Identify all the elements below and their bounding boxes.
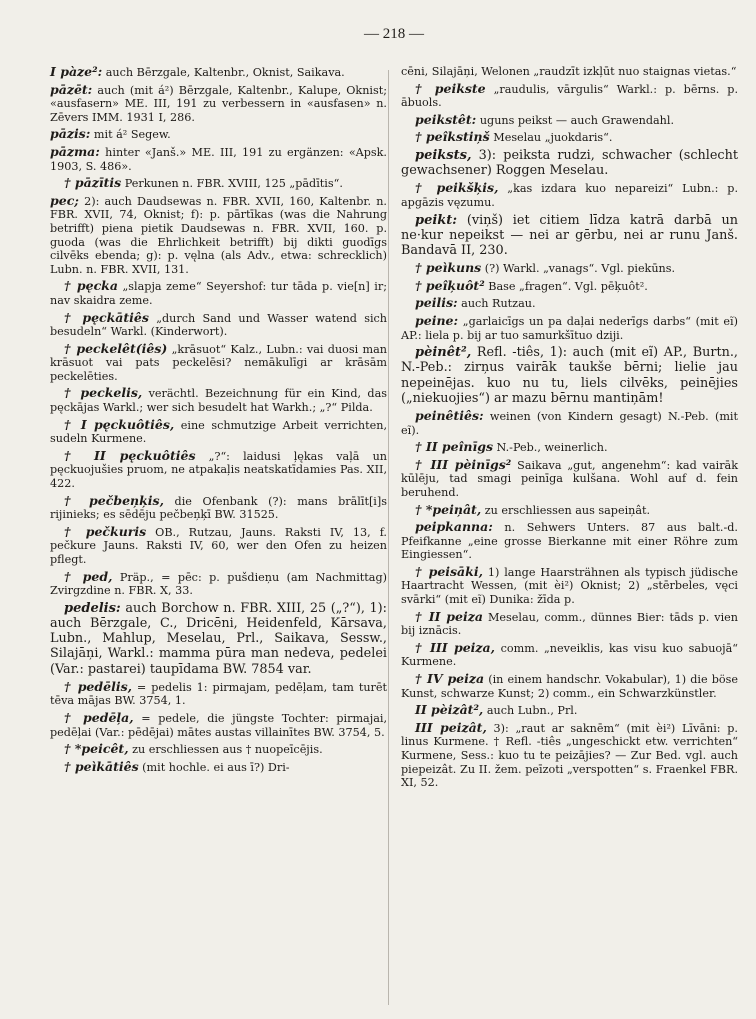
entry-text: „?“: laidusi ļękas vaļā un pęckuojušies pruom, ne atpakaļis neatskatīdamies Pas. XII, 422. [50,449,387,491]
entry-headword: † peìkātiês [64,758,139,774]
entry-headword: peiksts, [415,147,472,163]
entry-headword: † II pęckuôtiês [64,447,196,463]
entry-text: N.-Peb., weinerlich. [493,441,608,455]
entry-text: auch Rutzau. [457,297,536,311]
entry-text: auch Lubn., Prl. [483,704,578,718]
entry-headword: † pęckātiês [64,309,149,325]
entry-text: = pedele, die jüngste Tochter: pirmajai, pedēļai (Var.: pēdējai) mātes austas villainītes BW. 3754, 5. [50,711,387,739]
dictionary-entry [401,503,738,518]
entry-text: zu erschliessen aus sapeiņât. [481,503,651,517]
entry-headword: pāzis: [50,126,91,142]
entry-headword: † peikste [415,80,486,96]
dictionary-entry [50,711,387,739]
entry-text: „kas izdara kuo nepareizi“ Lubn.: p. apgāzis vęzumu. [401,182,738,209]
dictionary-entry [50,127,387,142]
entry-headword: † II peiza [415,608,483,624]
entry-text: „slapja zeme“ Seyershof: tur tāda p. vie[n] ir; nav skaidra zeme. [50,280,388,307]
entry-headword: † peckelis, [64,385,143,401]
entry-headword: † *peiņât, [415,501,482,517]
entry-headword: † *peicêt, [64,741,129,757]
entry-text: (viņš) iet citiem līdza katrā darbā un ne·kur nepeikst — nei ar gērbu, nei ar runu Janš. Bandavā II, 230. [401,212,738,258]
entry-headword: † II peînīgs [415,439,493,455]
entry-headword: II pèizât², [415,702,484,718]
entry-text: OB., Rutzau, Jauns. Raksti IV, 13, f. pečkure Jauns. Raksti IV, 60, wer den Ofen zu heizen pflegt. [50,525,387,566]
entry-text: die Ofenbank (?): mans brālīt[i]s rijinieks; es sēdēju pečbeņķī BW. 31525. [50,494,387,522]
entry-headword: † I pęckuôtiês, [64,416,175,432]
entry-text: zu erschliessen aus † nuopeīcējis. [128,743,323,757]
entry-text: auch Borchow n. FBR. XIII, 25 („?“), 1): auch Bērzgale, C., Dricēni, Heidenfeld, Kārsava, Lubn., Mahlup, Meselau, Prl., Saikava, Sessw., Silajāņi, Warkl.: mamma pūra man nedeva, pedelei (Var.: pastarei) taupīdama BW. 7854 var. [50,600,387,677]
dictionary-entry [50,570,387,598]
entry-text: verächtl. Bezeichnung für ein Kind, das pęckājas Warkl.; wer sich besudelt hat Warkh.; „?“ Pilda. [50,387,387,415]
dictionary-entry [401,703,738,718]
entry-headword: † III peiza, [415,639,495,655]
entry-text: „garlaicīgs un pa daļai nederīgs darbs“ (mit eĩ) AP.: liela p. bij ar tuo samurkšītuo dziji. [401,314,738,342]
dictionary-entry [401,314,738,342]
entry-headword: pèinêt², [415,345,472,361]
entry-text: Saikava „gut, angenehm“: kad vairāk kūlēju, tad smagi peinīga kulšana. Wohl auf d. fein beruhend. [401,458,738,499]
entry-text: eine schmutzige Arbeit verrichten, sudeln Kurmene. [50,418,387,446]
entry-headword: † peikšķis, [415,180,499,196]
entry-headword: peine: [415,312,459,328]
entry-headword: † pęcka [64,278,118,294]
entry-text: (?) Warkl. „vanags“. Vgl. piekūns. [481,262,676,276]
entry-text: „raudulis, vārgulis“ Warkl.: p. bērns. p. ābuols. [401,82,738,110]
dictionary-entry [401,345,738,406]
entry-text: uguns peikst — auch Grawendahl. [476,113,675,127]
entry-headword: † III pèinīgs² [415,456,512,472]
entry-headword: † ped, [64,568,113,584]
dictionary-entry [401,672,738,700]
dictionary-entry [50,145,387,173]
dictionary-entry [50,342,387,384]
entry-text: Meselau, comm., dünnes Bier: tāds p. vien bij iznācis. [401,610,739,638]
entry-text: mit á² Segew. [90,128,171,142]
entry-text: hinter «Janš.» ME. III, 191 zu ergänzen: «Apsk. 1903, S. 486». [50,145,387,173]
entry-text: cēni, Silajāņi, Welonen „raudzīt izkļūt nuo staignas vietas.“ [401,65,737,78]
entry-text: weinen (von Kindern gesagt) N.-Peb. (mit eĩ). [401,409,738,437]
entry-headword: III peizât, [415,719,487,735]
dictionary-entry [50,525,387,567]
entry-headword: pāzēt: [50,81,93,97]
dictionary-entry [50,83,387,125]
dictionary-entry [401,213,738,259]
dictionary-entry [401,181,738,209]
entry-text: Refl. -tiês, 1): auch (mit eĩ) AP., Burtn., N.-Peb.: zirņus vairāk taukše bērni; lielie jau nepeinējas. kuo nu tu, liels cilvēks, peinējies („niekuojies“) ar mazu bērnu mantiņām! [401,345,738,406]
dictionary-entry [50,449,387,491]
entry-headword: peinêtiês: [415,407,484,423]
entry-headword: † pedēlis, [64,678,132,694]
dictionary-entry [401,82,738,110]
dictionary-entry [50,760,387,775]
dictionary-entry [50,742,387,757]
entry-text: Meselau „juokdaris“. [489,131,613,145]
entry-headword: † peîķuôt² [415,277,485,293]
dictionary-entry [50,194,387,277]
entry-text: n. Sehwers Unters. 87 aus balt.-d. Pfeifkanne „eine grosse Bierkanne mit einer Röhre zum Eingiessen“. [401,521,738,562]
page-number: — 218 — [364,26,424,42]
right-column [401,65,738,793]
columns [50,65,738,793]
dictionary-entry [401,458,738,500]
dictionary-entry [50,680,387,708]
dictionary-entry [50,601,387,677]
dictionary-entry [401,113,738,128]
entry-text: „krāsuot“ Kalz., Lubn.: vai duosi man krāsuot vai pats peckelēsi? nemākulīgi ar krāsām peckelēties. [50,342,387,383]
entry-headword: † pečkuris [64,523,147,539]
entry-headword: peikstêt: [415,111,477,127]
dictionary-entry [401,565,738,607]
dictionary-entry [401,641,738,669]
entry-headword: † IV peiza [415,671,485,687]
entry-text: auch (mit á²) Bērzgale, Kaltenbr., Kalupe, Oknist; «ausfasern» ME. III, 191 zu verbessern in «ausfasen» n. Zēvers IMM. 1931 I, 286. [50,83,387,124]
entry-text: „durch Sand und Wasser watend sich besudeln“ Warkl. (Kinderwort). [50,311,388,339]
entry-headword: pāzma: [50,143,100,159]
entry-text: 3): peiksta rudzi, schwacher (schlecht gewachsener) Roggen Meselau. [401,147,738,179]
entry-text: 3): „raut ar saknēm“ (mit èi²) Līvāni: p. linus Kurmene. † Refl. -tiês „ungeschickt etw. verrichten“ Kurmene, Sess.: kuo tu te peizājies? — Zur Bed. vgl. auch piepeizât. Zu II. žem. peīzoti „verspotten“ s. Fraenkel FBR. XI, 52. [401,721,738,790]
left-column [50,65,387,793]
entry-text: 1) lange Haarsträhnen als typisch jüdische Haartracht Wessen, (mit èi²) Oknist; 2) „stērbeles, vęci svārki“ (mit eĩ) Dunika: žīda p. [401,565,738,607]
dictionary-entry [401,440,738,455]
dictionary-entry [401,409,738,437]
entry-headword: † peckelêt(iês) [64,340,168,356]
dictionary-entry [401,520,738,562]
dictionary-entry [50,418,387,446]
entry-headword: pec; [50,192,79,208]
entry-headword: peipkanna: [415,519,493,535]
entry-text: (mit hochle. ei aus ī?) Dri- [138,760,290,774]
dictionary-entry [401,130,738,145]
dictionary-entry [401,610,738,638]
entry-headword: † pāzītis [64,175,122,191]
dictionary-entry [401,279,738,294]
dictionary-entry [401,296,738,311]
dictionary-entry [50,311,387,339]
entry-headword: † pedēļa, [64,709,134,725]
entry-text: = pedelis 1: pirmajam, pedēļam, tam turēt tēva mājas BW. 3754, 1. [50,680,387,708]
entry-text: 2): auch Daudsewas n. FBR. XVII, 160, Kaltenbr. n. FBR. XVII, 74, Oknist; f): p. pārtīkas (was die Nahrung betrifft) piena pietik Daudsewas n. FBR. XVII, 160. p. guoda (was die Ehrlichkeit betrifft) bij dikti guodīgs cilvēks ebenda; g): p. vęlna (als Adv., etwa: schrecklich) Lubn. n. FBR. XVII, 131. [50,194,387,276]
dictionary-entry [50,65,387,80]
dictionary-entry [50,176,387,191]
entry-headword: † peîkstiņš [415,129,490,145]
entry-headword: † peisāki, [415,563,483,579]
entry-text: comm. „neveiklis, kas visu kuo sabuojā“ Kurmene. [401,641,738,669]
dictionary-entry [401,148,738,178]
entry-headword: peilis: [415,295,458,311]
entry-text: (in einem handschr. Vokabular), 1) die böse Kunst, schwarze Kunst; 2) comm., ein Schwarzkünstler. [401,673,738,700]
entry-headword: peikt: [415,212,458,228]
entry-text: Base „fragen“. Vgl. pēķuôt². [484,279,648,293]
dictionary-entry [401,261,738,276]
dictionary-entry [50,279,387,307]
entry-text: Perkunen n. FBR. XVIII, 125 „pādītis“. [121,177,343,191]
dictionary-entry [50,386,387,414]
entry-headword: † peìkuns [415,260,482,276]
dictionary-entry [50,494,387,522]
dictionary-entry [401,65,738,79]
dictionary-entry [401,721,738,790]
entry-headword: pedelis: [64,600,121,616]
entry-headword: † pečbeņķis, [64,492,164,508]
entry-headword: I pàze²: [50,64,103,79]
column-divider [388,70,389,1005]
entry-text: Präp., = pēc: p. pušdieņu (am Nachmittag) Zvirgzdine n. FBR. X, 33. [50,570,387,598]
entry-text: auch Bērzgale, Kaltenbr., Oknist, Saikava. [102,66,345,79]
